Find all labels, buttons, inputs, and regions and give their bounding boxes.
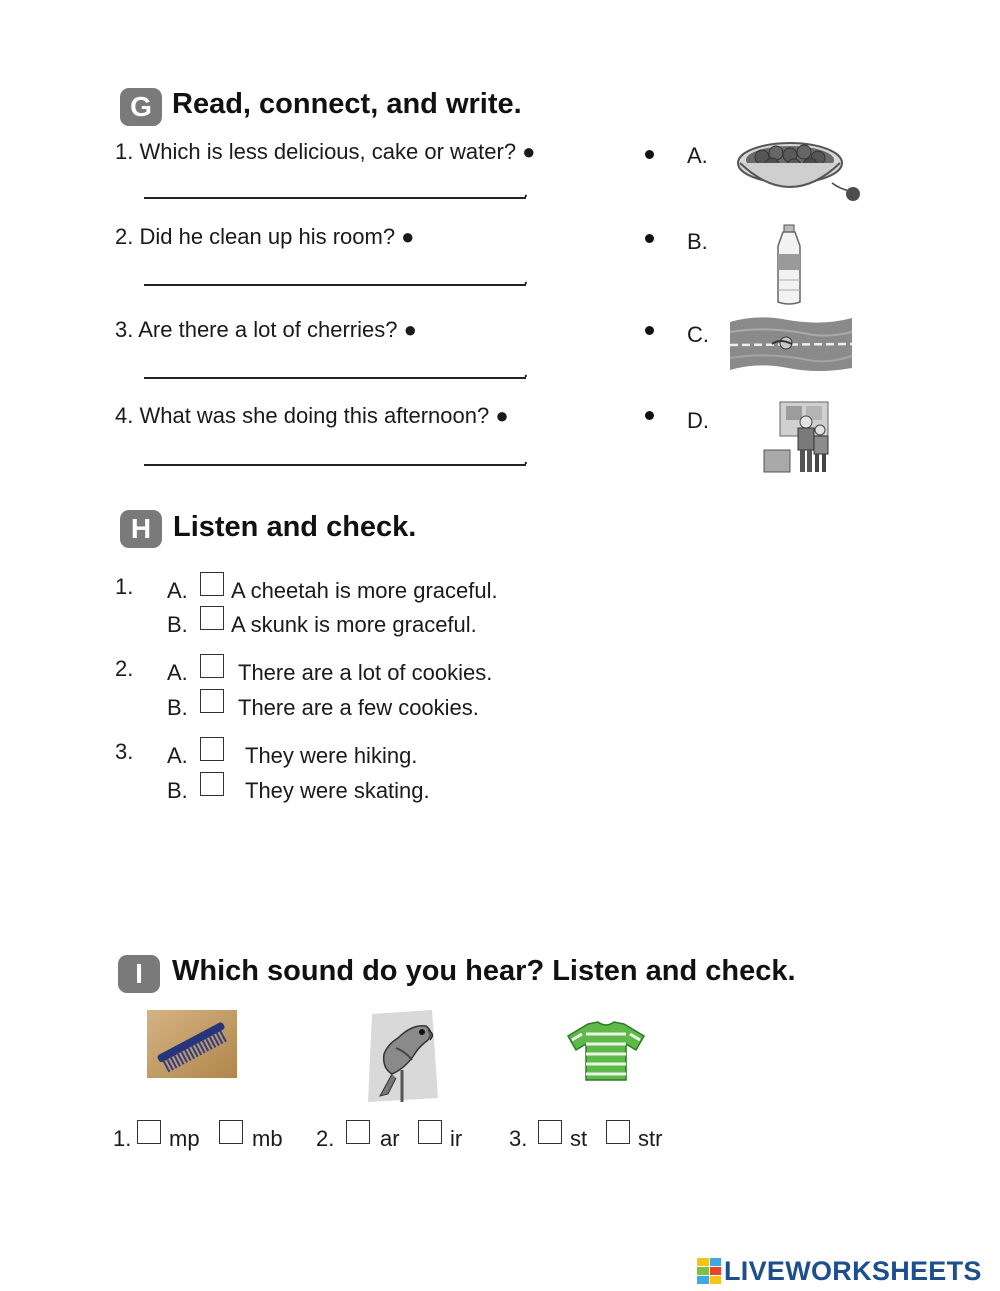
- sound-option: ir: [450, 1126, 463, 1151]
- answer-line-1[interactable]: [144, 197, 526, 199]
- checkbox-2a[interactable]: [200, 654, 224, 678]
- connect-dot-d[interactable]: [645, 411, 654, 420]
- option-b-label: B.: [687, 229, 708, 254]
- option-b-label: B.: [167, 612, 188, 637]
- logo-mark-icon: [697, 1258, 721, 1284]
- option-a-label: A.: [687, 143, 708, 168]
- sound-item-number: 1.: [113, 1126, 132, 1151]
- section-i-title: Which sound do you hear? Listen and check.: [172, 955, 796, 987]
- option-text: A cheetah is more graceful.: [231, 578, 498, 603]
- option-text: They were hiking.: [245, 743, 418, 768]
- connect-dot-b[interactable]: [645, 234, 654, 243]
- option-d-label: D.: [687, 408, 709, 433]
- option-text: A skunk is more graceful.: [231, 612, 477, 637]
- answer-line-3[interactable]: [144, 377, 526, 379]
- question-4: 4. What was she doing this afternoon? ●: [115, 403, 509, 428]
- logo-text: LIVEWORKSHEETS: [724, 1255, 982, 1286]
- striped-shirt-image: [566, 1020, 646, 1082]
- connect-dot-c[interactable]: [645, 326, 654, 335]
- sound-option: str: [638, 1126, 663, 1151]
- section-h-title: Listen and check.: [173, 511, 417, 543]
- option-b-label: B.: [167, 695, 188, 720]
- option-a-label: A.: [167, 578, 188, 603]
- sound-option: mp: [169, 1126, 200, 1151]
- checkbox-sound-3-str[interactable]: [606, 1120, 630, 1144]
- sound-option: ar: [380, 1126, 400, 1151]
- checkbox-1a[interactable]: [200, 572, 224, 596]
- answer-line-2[interactable]: [144, 284, 526, 286]
- person-in-room-image: [762, 400, 832, 476]
- connect-dot-a[interactable]: [645, 150, 654, 159]
- checkbox-sound-3-st[interactable]: [538, 1120, 562, 1144]
- question-1: 1. Which is less delicious, cake or water? ●: [115, 139, 536, 164]
- section-h-badge: H: [120, 510, 162, 548]
- section-g-title: Read, connect, and write.: [172, 88, 522, 120]
- option-a-label: A.: [167, 743, 188, 768]
- option-text: There are a lot of cookies.: [238, 660, 493, 685]
- checkbox-sound-1-mp[interactable]: [137, 1120, 161, 1144]
- answer-period: .: [523, 267, 529, 289]
- listen-item-number: 3.: [115, 739, 134, 764]
- water-bottle-image: [772, 224, 806, 306]
- comb-image: [147, 1010, 237, 1078]
- option-text: They were skating.: [245, 778, 430, 803]
- answer-period: .: [523, 180, 529, 202]
- checkbox-2b[interactable]: [200, 689, 224, 713]
- option-b-label: B.: [167, 778, 188, 803]
- section-g-badge: G: [120, 88, 162, 126]
- sound-item-number: 2.: [316, 1126, 335, 1151]
- listen-item-number: 1.: [115, 574, 134, 599]
- section-i-badge: I: [118, 955, 160, 993]
- sound-option: mb: [252, 1126, 283, 1151]
- option-a-label: A.: [167, 660, 188, 685]
- answer-period: .: [523, 360, 529, 382]
- swimming-pool-image: [728, 314, 854, 374]
- checkbox-sound-2-ir[interactable]: [418, 1120, 442, 1144]
- checkbox-sound-1-mb[interactable]: [219, 1120, 243, 1144]
- option-text: There are a few cookies.: [238, 695, 479, 720]
- sound-option: st: [570, 1126, 588, 1151]
- bowl-of-cherries-image: [732, 133, 864, 207]
- sound-item-number: 3.: [509, 1126, 528, 1151]
- question-3: 3. Are there a lot of cherries? ●: [115, 317, 417, 342]
- checkbox-1b[interactable]: [200, 606, 224, 630]
- answer-period: .: [523, 447, 529, 469]
- liveworksheets-logo[interactable]: [697, 1255, 982, 1287]
- checkbox-3a[interactable]: [200, 737, 224, 761]
- question-2: 2. Did he clean up his room? ●: [115, 224, 415, 249]
- checkbox-3b[interactable]: [200, 772, 224, 796]
- checkbox-sound-2-ar[interactable]: [346, 1120, 370, 1144]
- answer-line-4[interactable]: [144, 464, 526, 466]
- option-c-label: C.: [687, 322, 709, 347]
- listen-item-number: 2.: [115, 656, 134, 681]
- parrot-image: [362, 1008, 440, 1104]
